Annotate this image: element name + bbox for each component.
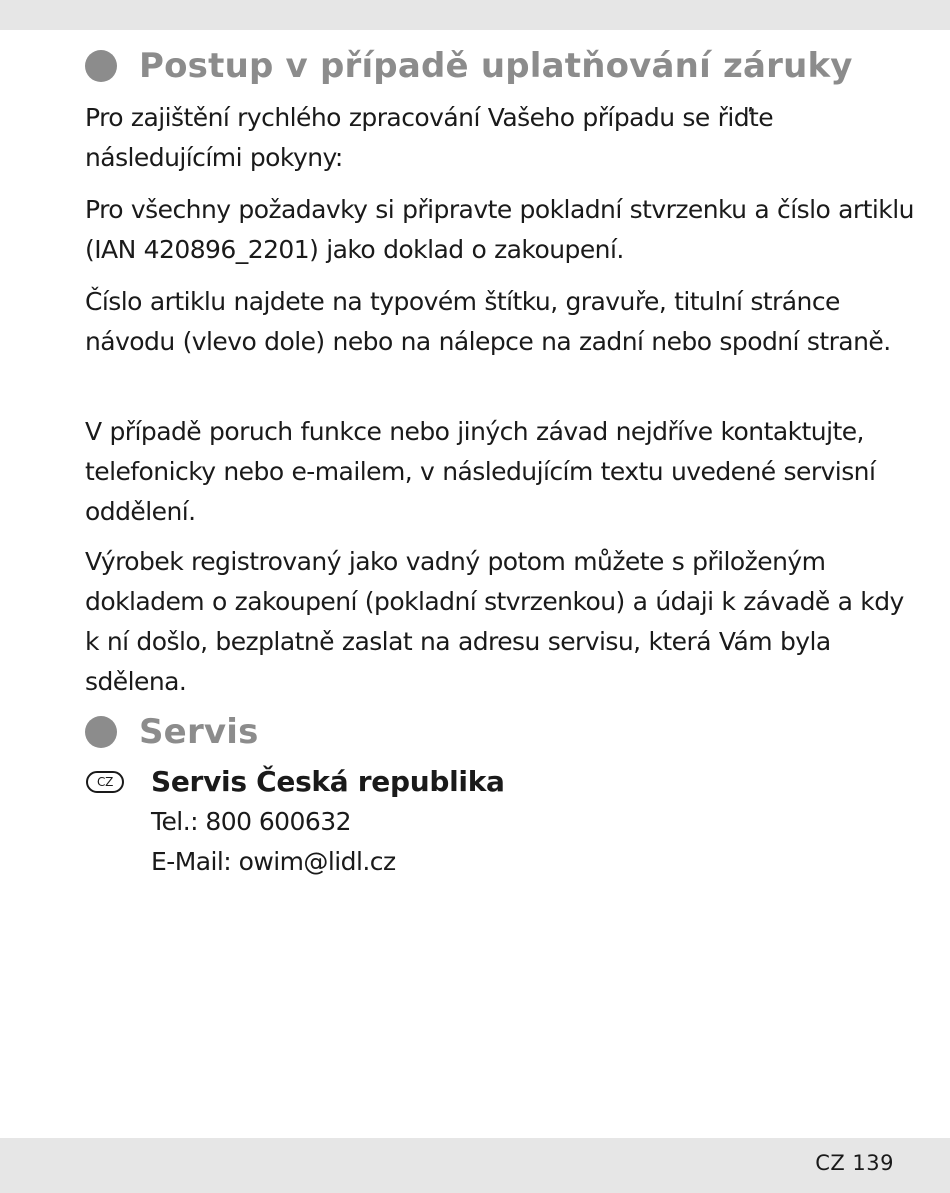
service-phone: Tel.: 800 600632 (151, 807, 351, 836)
paragraph-instructions: Pro zajištění rychlého zpracování Vašeho případu se řiďte následujícími pokyny: (85, 103, 774, 172)
section-heading-warranty (85, 46, 853, 86)
bullet-icon (85, 716, 117, 748)
heading-text: Servis (139, 712, 259, 752)
paragraph-contact: V případě poruch funkce nebo jiných závad nejdříve kontaktujte, telefonicky nebo e-mailem, v následujícím textu uvedené servisní oddělení. (85, 417, 876, 526)
paragraph-article-number: Číslo artiklu najdete na typovém štítku, gravuře, titulní stránce návodu (vlevo dole) nebo na nálepce na zadní nebo spodní straně. (85, 287, 891, 356)
page-number: CZ 139 (815, 1151, 894, 1175)
section-heading-service (85, 712, 259, 752)
paragraph-send-product: Výrobek registrovaný jako vadný potom můžete s přiloženým dokladem o zakoupení (pokladní stvrzenkou) a údaji k závadě a kdy k ní došlo, bezplatně zaslat na adresu servisu, která Vám byla sdělena. (85, 547, 904, 696)
country-code-badge: CZ (86, 771, 124, 793)
header-band (0, 0, 950, 30)
service-title: Servis Česká republika (151, 765, 505, 798)
service-email: E-Mail: owim@lidl.cz (151, 847, 396, 876)
bullet-icon (85, 50, 117, 82)
paragraph-receipt: Pro všechny požadavky si připravte pokladní stvrzenku a číslo artiklu (IAN 420896_2201) jako doklad o zakoupení. (85, 195, 914, 264)
footer-band (0, 1138, 950, 1193)
heading-text: Postup v případě uplatňování záruky (139, 46, 853, 86)
service-contact (151, 762, 505, 882)
